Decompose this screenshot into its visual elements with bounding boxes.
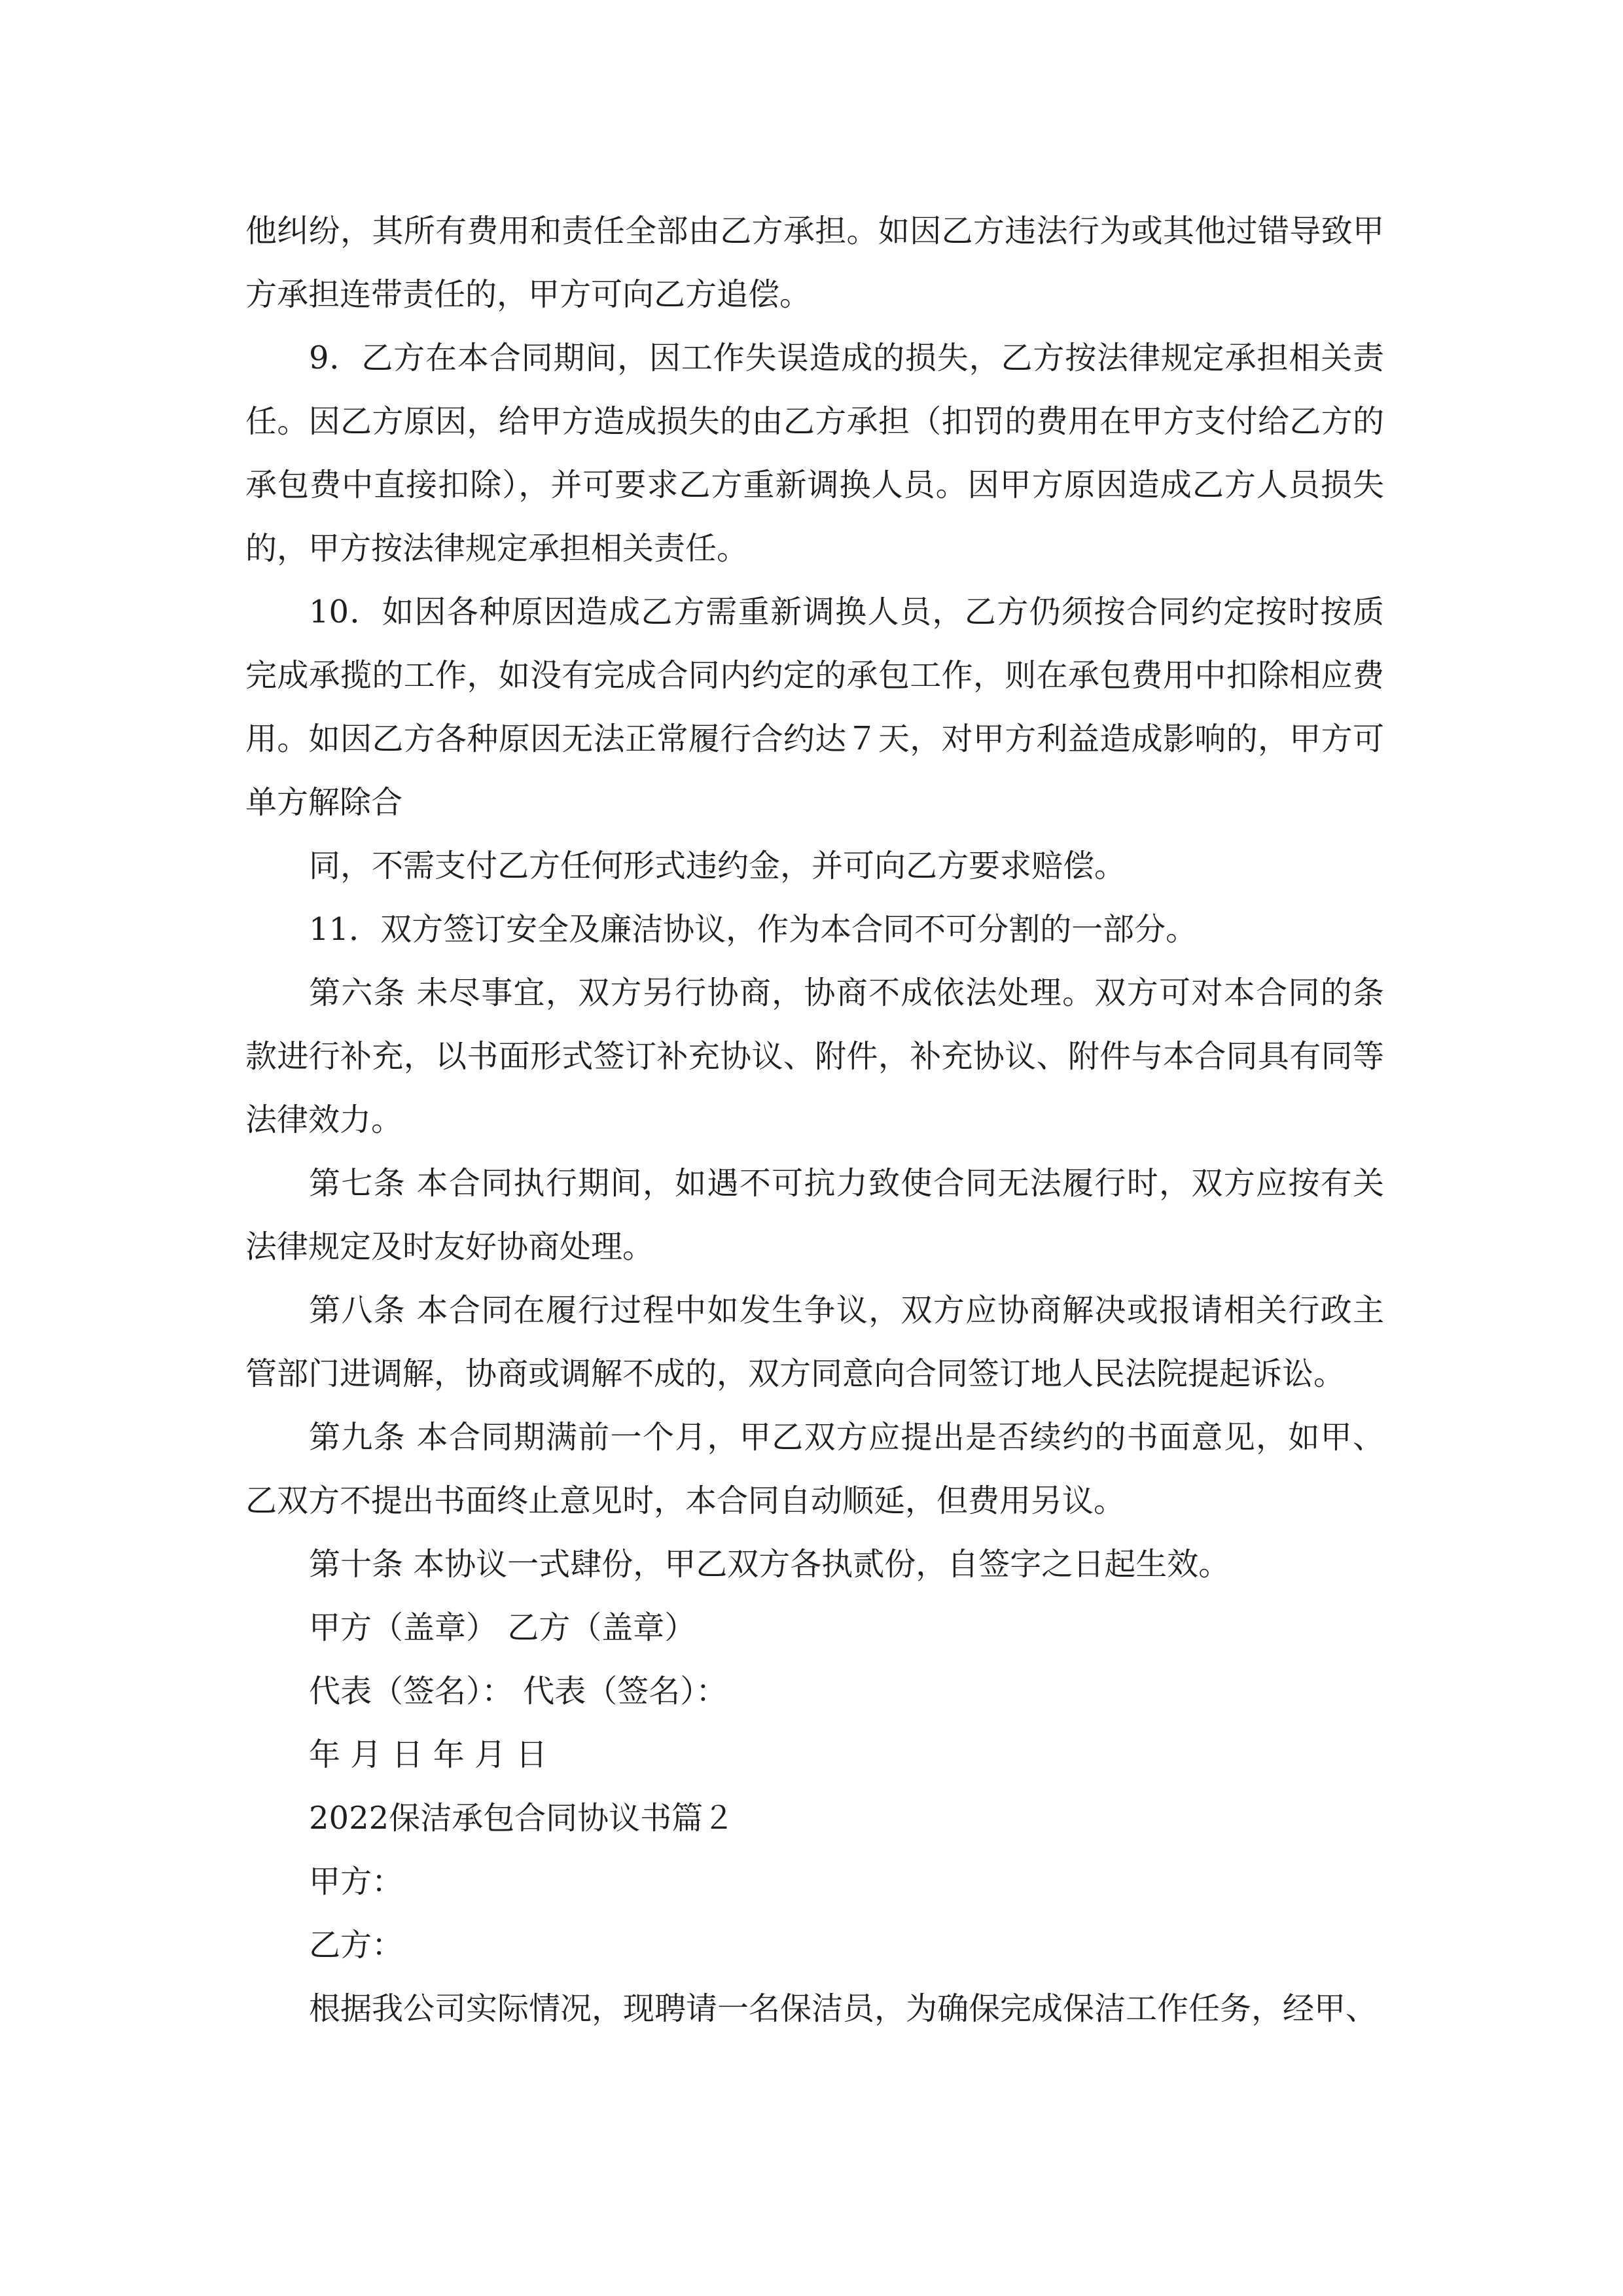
paragraph-clause-9: 9．乙方在本合同期间，因工作失误造成的损失，乙方按法律规定承担相关责任。因乙方原因，给甲方造成损失的由乙方承担（扣罚的费用在甲方支付给乙方的承包费中直接扣除），并可要求乙方重新调换人员。因甲方原因造成乙方人员损失的，甲方按法律规定承担相关责任。 [245, 340, 1384, 567]
party-a-line: 甲方： [309, 1863, 404, 1900]
paragraph-article-7: 第七条 本合同执行期间，如遇不可抗力致使合同无法履行时，双方应按有关法律规定及时友好协商处理。 [245, 1165, 1384, 1265]
signature-representatives-line: 代表（签名）： 代表（签名）： [309, 1673, 728, 1710]
signature-date-line: 年 月 日 年 月 日 [309, 1736, 548, 1773]
paragraph-clause-10-continued: 同，不需支付乙方任何形式违约金，并可向乙方要求赔偿。 [309, 848, 1126, 884]
document-body [245, 200, 1384, 2041]
paragraph-dispute-liability: 他纠纷，其所有费用和责任全部由乙方承担。如因乙方违法行为或其他过错导致甲方承担连带责任的，甲方可向乙方追偿。 [245, 213, 1384, 313]
intro-paragraph: 根据我公司实际情况，现聘请一名保洁员，为确保完成保洁工作任务，经甲、 [309, 1990, 1378, 2027]
paragraph-clause-11: 11．双方签订安全及廉洁协议，作为本合同不可分割的一部分。 [309, 911, 1198, 948]
section-title: 2022保洁承包合同协议书篇２ [309, 1800, 735, 1837]
paragraph-article-8: 第八条 本合同在履行过程中如发生争议，双方应协商解决或报请相关行政主管部门进调解，协商或调解不成的，双方同意向合同签订地人民法院提起诉讼。 [245, 1292, 1384, 1392]
paragraph-clause-10: 10．如因各种原因造成乙方需重新调换人员，乙方仍须按合同约定按时按质完成承揽的工作，如没有完成合同内约定的承包工作，则在承包费用中扣除相应费用。如因乙方各种原因无法正常履行合约达７天，对甲方利益造成影响的，甲方可单方解除合 [245, 594, 1384, 821]
party-b-line: 乙方： [309, 1927, 404, 1964]
paragraph-article-6: 第六条 未尽事宜，双方另行协商，协商不成依法处理。双方可对本合同的条款进行补充，以书面形式签订补充协议、附件，补充协议、附件与本合同具有同等法律效力。 [245, 975, 1384, 1138]
paragraph-article-10: 第十条 本协议一式肆份，甲乙双方各执贰份，自签字之日起生效。 [309, 1546, 1230, 1583]
paragraph-article-9: 第九条 本合同期满前一个月，甲乙双方应提出是否续约的书面意见，如甲、乙双方不提出书面终止意见时，本合同自动顺延，但费用另议。 [245, 1419, 1384, 1519]
signature-seals-line: 甲方（盖章） 乙方（盖章） [309, 1609, 696, 1646]
